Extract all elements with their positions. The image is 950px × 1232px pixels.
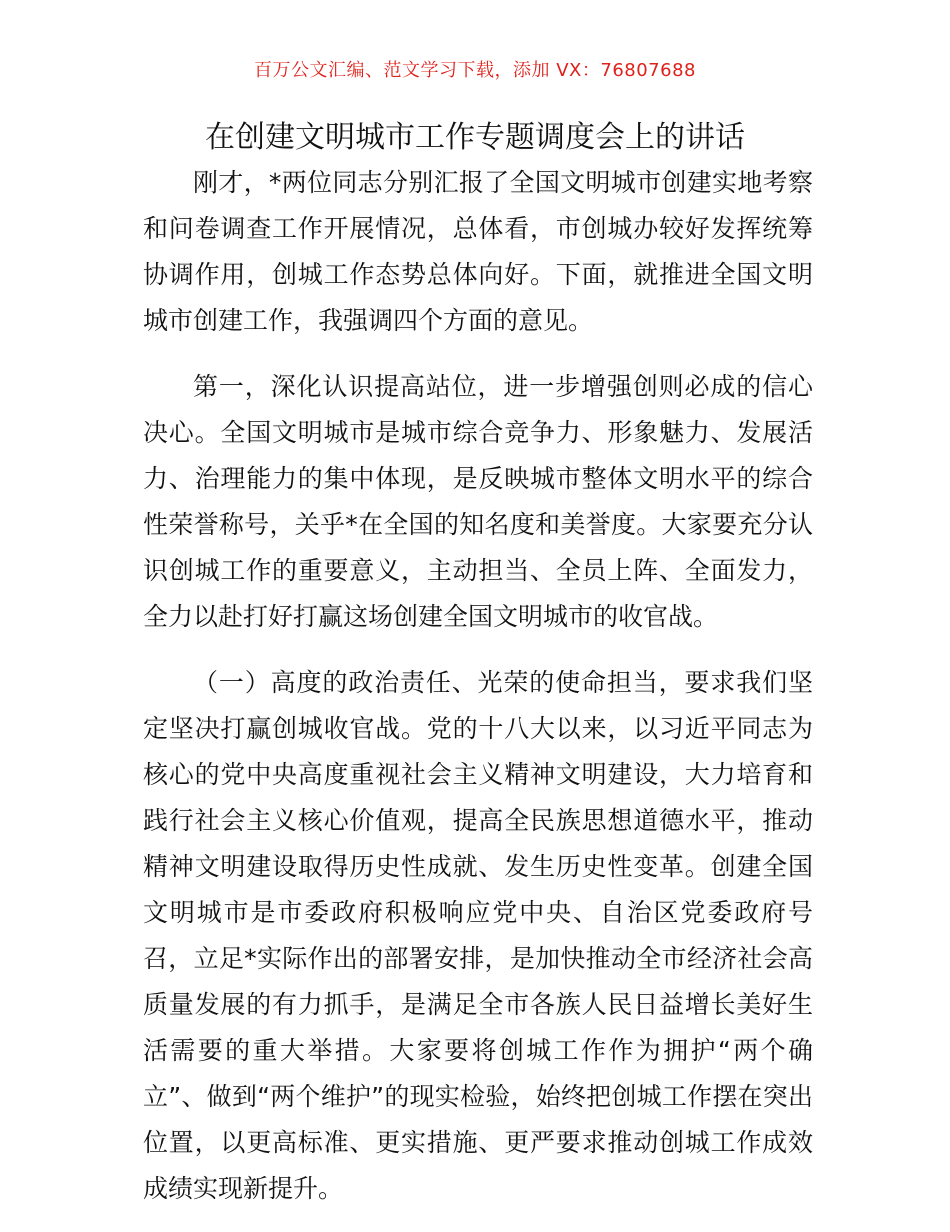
- header-watermark-note: 百万公文汇编、范文学习下载，添加 VX：76807688: [254, 60, 696, 81]
- paragraph-section-one: 第一，深化认识提高站位，进一步增强创则必成的信心决心。全国文明城市是城市综合竞争力、形象魅力、发展活力、治理能力的集中体现，是反映城市整体文明水平的综合性荣誉称号，关乎*在全国的知名度和美誉度。大家要充分认识创城工作的重要意义，主动担当、全员上阵、全面发力，全力以赴打好打赢这场创建全国文明城市的收官战。: [143, 372, 813, 631]
- paragraph-subsection-one: （一）高度的政治责任、光荣的使命担当，要求我们坚定坚决打赢创城收官战。党的十八大以来，以习近平同志为核心的党中央高度重视社会主义精神文明建设，大力培育和践行社会主义核心价值观，提高全民族思想道德水平，推动精神文明建设取得历史性成就、发生历史性变革。创建全国文明城市是市委政府积极响应党中央、自治区党委政府号召，立足*实际作出的部署安排，是加快推动全市经济社会高质量发展的有力抓手，是满足全市各族人民日益增长美好生活需要的重大举措。大家要将创城工作作为拥护“两个确立”、做到“两个维护”的现实检验，始终把创城工作摆在突出位置，以更高标准、更实措施、更严要求推动创城工作成效成绩实现新提升。: [143, 668, 813, 1203]
- document-title: 在创建文明城市工作专题调度会上的讲话: [205, 120, 745, 155]
- paragraph-opening: 刚才，*两位同志分别汇报了全国文明城市创建实地考察和问卷调查工作开展情况，总体看，市创城办较好发挥统筹协调作用，创城工作态势总体向好。下面，就推进全国文明城市创建工作，我强调四个方面的意见。: [143, 168, 813, 335]
- document-body: [143, 160, 813, 1232]
